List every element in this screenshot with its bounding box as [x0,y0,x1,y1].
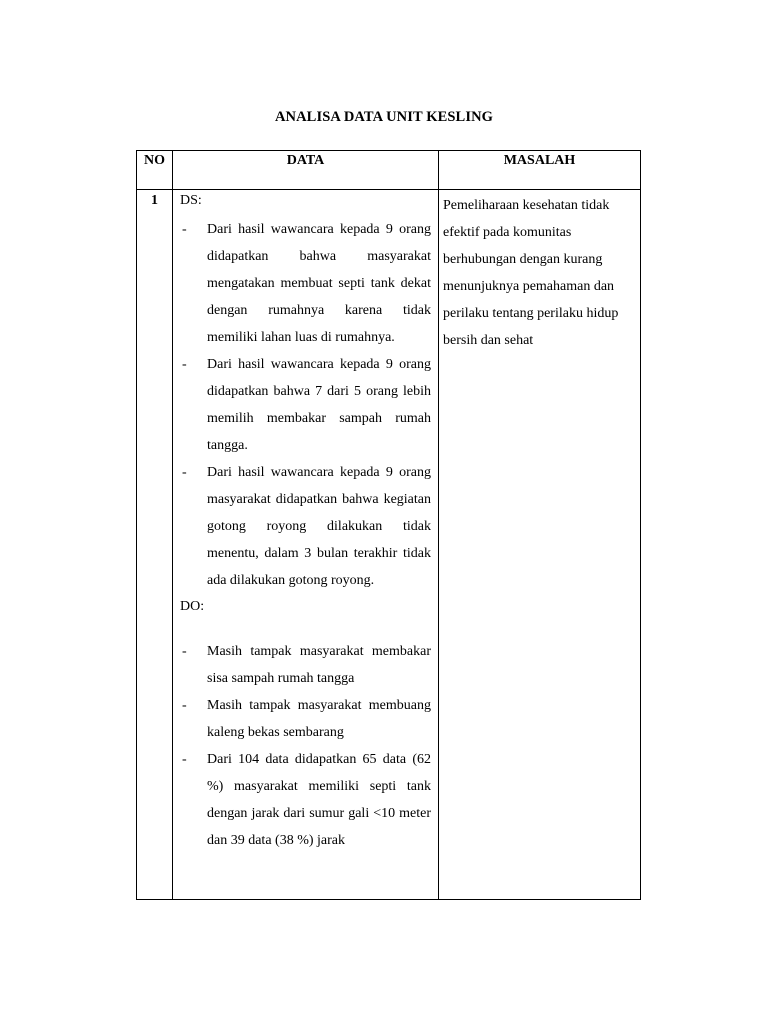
do-item-text: Dari 104 data didapatkan 65 data (62 %) masyarakat memiliki septi tank dengan jarak dari sumur gali <10 meter dan 39 data (38 %) jarak [207,752,431,848]
page-title: ANALISA DATA UNIT KESLING [274,109,494,125]
masalah-line: bersih dan sehat [443,333,534,348]
bullet: - [182,357,187,372]
do-label: DO: [180,599,205,614]
do-item [173,638,431,692]
ds-item [173,459,431,594]
masalah-line: perilaku tentang perilaku hidup [443,306,619,321]
bullet: - [182,222,187,237]
do-item-text-line: Masih tampak masyarakat membakar sisa sampah rumah tangga [207,644,431,686]
masalah-line: berhubungan dengan kurang [443,252,603,267]
ds-item-text: Dari hasil wawancara kepada 9 orang didapatkan bahwa 7 dari 5 orang lebih memilih membakar sampah rumah tangga. [207,357,431,453]
row-number: 1 [151,193,158,208]
ds-label: DS: [180,193,202,208]
masalah-line: menunjuknya pemahaman dan [443,279,615,294]
do-item [173,746,431,854]
header-no: NO [144,153,165,168]
ds-item-text: Dari hasil wawancara kepada 9 orang didapatkan bahwa masyarakat mengatakan membuat septi tank dekat dengan rumahnya karena tidak memiliki lahan luas di rumahnya. [207,222,431,345]
do-item [173,692,431,746]
analysis-table [136,150,641,900]
ds-item-text: Dari hasil wawancara kepada 9 orang masyarakat didapatkan bahwa kegiatan gotong royong dilakukan tidak menentu, dalam 3 bulan terakhir tidak ada dilakukan gotong royong. [207,465,431,588]
bullet: - [182,752,187,767]
bullet: - [182,465,187,480]
header-data: DATA [286,153,325,168]
masalah-line: efektif pada komunitas [443,225,572,240]
data-cell [173,192,437,854]
masalah-line: Pemeliharaan kesehatan tidak [443,198,610,213]
do-item-text: Masih tampak masyarakat membuang kaleng bekas sembarang [207,698,431,740]
column-divider [438,151,439,899]
ds-item [173,351,431,459]
bullet: - [182,644,187,659]
ds-item [173,216,431,351]
masalah-cell [443,192,638,354]
header-masalah: MASALAH [503,153,576,168]
bullet: - [182,698,187,713]
